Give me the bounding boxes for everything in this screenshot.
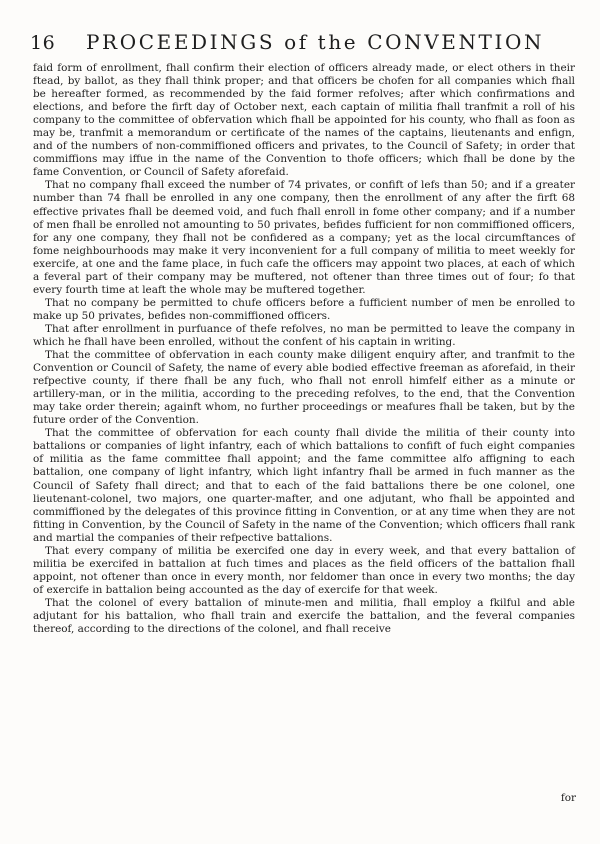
catchword: for [560,792,576,804]
page-header [30,30,575,60]
paragraph-8: That the colonel of every battalion of minute-men and militia, fhall employ a fkilful and able adjutant for his battalion, who fhall train and exercife the battalion, and the feveral companies thereof, according to the directions of the colonel, and fhall receive [33,596,575,636]
paragraph-2: That no company fhall exceed the number of 74 privates, or confift of lefs than 50; and if a greater number than 74 fhall be enrolled in any one company, then the enrollment of any after the firft 68 effective privates fhall be deemed void, and fuch fhall enroll in fome other company; and if a number of men fhall be enrolled not amounting to 50 privates, befides fufficient for non commiffioned officers, for any one company, they fhall not be confidered as a company; yet as the local circumftances of fome neighbourhoods may make it very inconvenient for a full company of militia to meet weekly for exercife, at one and the fame place, in fuch cafe the officers may appoint two places, at each of which a feveral part of their company may be muftered, not oftener than three times out of four; fo that every fourth time at leaft the whole may be muftered together. [33,179,575,296]
page-number: 16 [30,32,56,54]
running-title: PROCEEDINGS of the CONVENTION [86,30,545,54]
paragraph-7: That every company of militia be exercifed one day in every week, and that every battalion of militia be exercifed in battalion at fuch times and places as the field officers of the battalion fhall appoint, not oftener than once in every month, nor feldomer than once in every two months; the day of exercife in battalion being accounted as the day of exercife for that week. [33,544,575,596]
body-text [33,62,575,636]
paragraph-1: faid form of enrollment, fhall confirm their election of officers already made, or elect others in their ftead, by ballot, as they fhall think proper; and that officers be chofen for all companies which fhall be hereafter formed, as recommended by the faid former refolves; after which confirmations and elections, and before the firft day of October next, each captain of militia fhall tranfmit a roll of his company to the committee of obfervation which fhall be appointed for his county, who fhall as foon as may be, tranfmit a memorandum or certificate of the names of the captains, lieutenants and enfign, and of the numbers of non-commiffioned officers and privates, to the Council of Safety; in order that commiffions may iffue in the name of the Convention to thofe officers; which fhall be done by the fame Convention, or Council of Safety aforefaid. [33,62,575,179]
paragraph-5: That the committee of obfervation in each county make diligent enquiry after, and tranfmit to the Convention or Council of Safety, the name of every able bodied effective freeman as aforefaid, in their refpective county, if there fhall be any fuch, who fhall not enroll himfelf either as a minute or artillery-man, or in the militia, according to the preceding refolves, to the end, that the Convention may take order therein; againft whom, no further proceedings or meafures fhall be taken, but by the future order of the Convention. [33,349,575,427]
paragraph-6: That the committee of obfervation for each county fhall divide the militia of their county into battalions or companies of light infantry, each of which battalions to confift of fuch eight companies of militia as the fame committee fhall appoint; and the fame committee alfo affigning to each battalion, one company of light infantry, which light infantry fhall be armed in fuch manner as the Council of Safety fhall direct; and that to each of the faid battalions there be one colonel, one lieutenant-colonel, two majors, one quarter-mafter, and one adjutant, who fhall be appointed and commiffioned by the delegates of this province fitting in Convention, or at any time when they are not fitting in Convention, by the Council of Safety in the name of the Convention; which officers fhall rank and martial the companies of their refpective battalions. [33,427,575,544]
paragraph-3: That no company be permitted to chufe officers before a fufficient number of men be enrolled to make up 50 privates, befides non-commiffioned officers. [33,296,575,322]
paragraph-4: That after enrollment in purfuance of thefe refolves, no man be permitted to leave the company in which he fhall have been enrolled, without the confent of his captain in writing. [33,322,575,348]
